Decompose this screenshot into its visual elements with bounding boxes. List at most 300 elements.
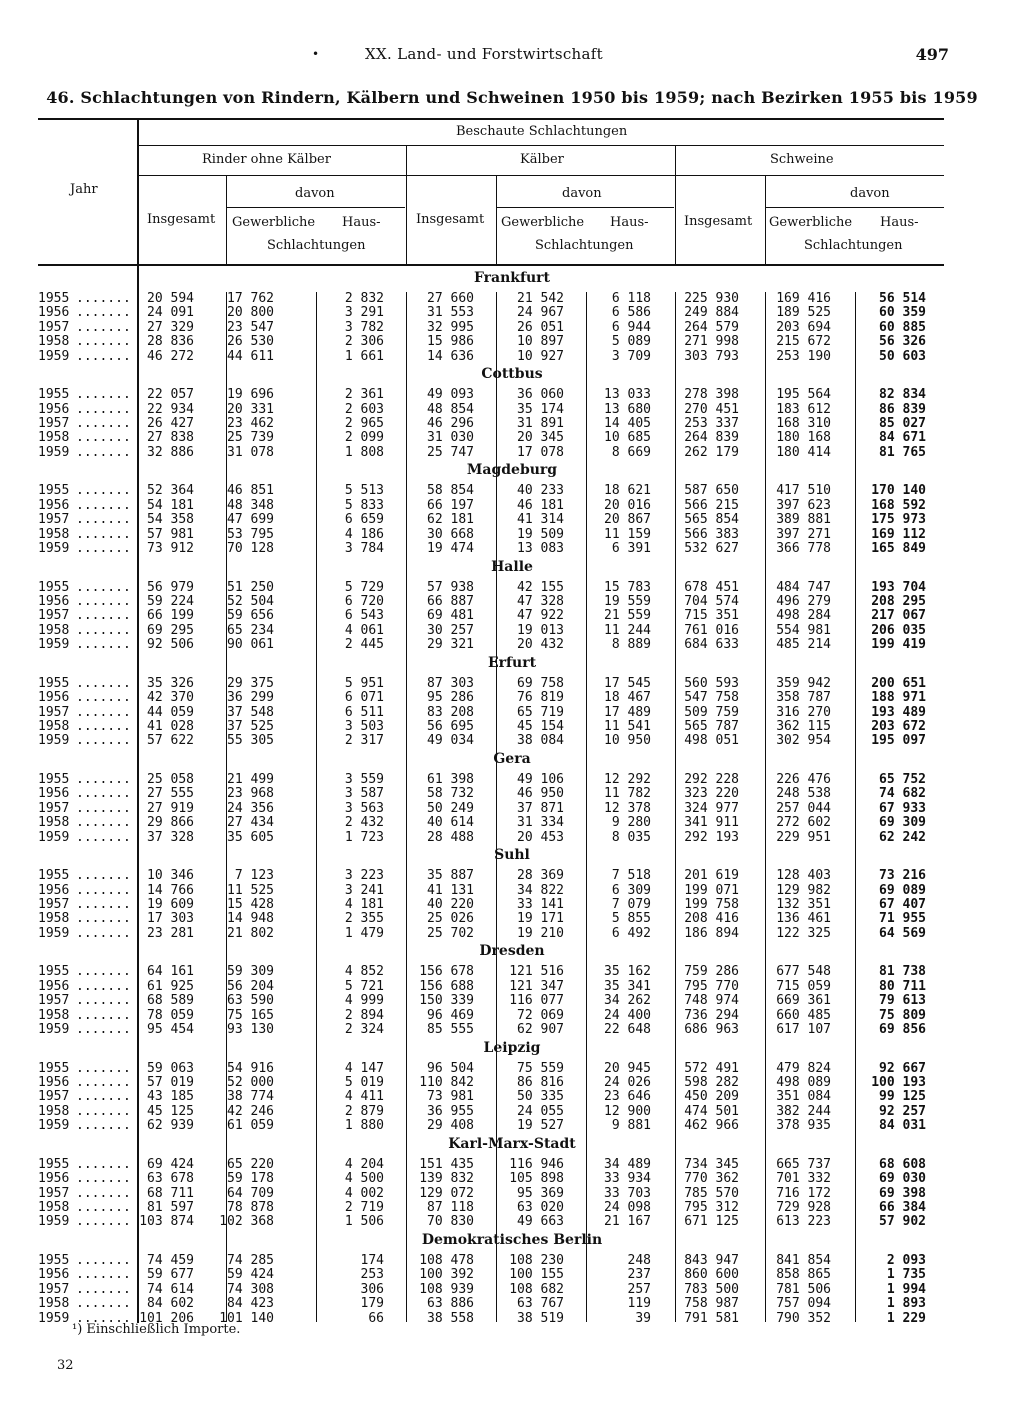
- value-cell: 85 555: [427, 1021, 474, 1037]
- value-cell: 63 767: [517, 1296, 564, 1312]
- value-cell: 103 874: [139, 1214, 194, 1230]
- value-cell: 69 481: [427, 608, 474, 624]
- table-row: [0, 1118, 1024, 1134]
- value-cell: 18 467: [604, 690, 651, 706]
- value-cell: 2 603: [344, 401, 384, 417]
- value-cell: 108 939: [419, 1281, 474, 1297]
- value-cell: 554 981: [776, 622, 831, 638]
- value-cell: 57 938: [427, 579, 474, 595]
- value-cell: 715 059: [776, 978, 831, 994]
- value-cell: 34 822: [517, 882, 564, 898]
- value-cell: 44 059: [147, 704, 194, 720]
- value-cell: 74 285: [227, 1253, 274, 1268]
- value-cell: 81 597: [147, 1199, 194, 1215]
- value-cell: 704 574: [684, 593, 739, 609]
- value-cell: 69 758: [517, 675, 564, 691]
- value-cell: 2 832: [344, 291, 384, 306]
- value-cell: 84 602: [147, 1296, 194, 1312]
- leader-dots: .......: [76, 483, 131, 499]
- value-cell: 18 621: [604, 483, 651, 499]
- value-cell: 27 838: [147, 430, 194, 446]
- value-cell: 85 027: [879, 415, 926, 431]
- value-cell: 21 802: [227, 925, 274, 941]
- year-cell: 1959: [38, 925, 70, 941]
- value-cell: 841 854: [776, 1253, 831, 1268]
- table-row: [0, 445, 1024, 461]
- value-cell: 13 083: [517, 540, 564, 556]
- value-cell: 6 543: [344, 608, 384, 624]
- year-cell: 1956: [38, 786, 70, 802]
- rule-davon-3: [766, 207, 944, 208]
- value-cell: 264 579: [684, 319, 739, 335]
- value-cell: 1 229: [886, 1310, 926, 1326]
- value-cell: 498 051: [684, 733, 739, 749]
- value-cell: 189 525: [776, 305, 831, 321]
- year-cell: 1958: [38, 430, 70, 446]
- value-cell: 378 935: [776, 1118, 831, 1134]
- value-cell: 31 078: [227, 444, 274, 460]
- district-name: Cottbus: [481, 366, 543, 383]
- leader-dots: .......: [76, 1118, 131, 1134]
- value-cell: 6 659: [344, 512, 384, 528]
- value-cell: 62 939: [147, 1118, 194, 1134]
- table-row: [0, 349, 1024, 365]
- value-cell: 7 518: [611, 868, 651, 884]
- value-cell: 237: [627, 1267, 651, 1283]
- value-cell: 790 352: [776, 1310, 831, 1326]
- value-cell: 2 445: [344, 637, 384, 653]
- year-cell: 1959: [38, 637, 70, 653]
- value-cell: 1 880: [344, 1118, 384, 1134]
- header-davon-2: davon: [562, 186, 602, 201]
- value-cell: 6 071: [344, 690, 384, 706]
- value-cell: 67 933: [879, 800, 926, 816]
- value-cell: 417 510: [776, 483, 831, 499]
- year-cell: 1959: [38, 1021, 70, 1037]
- value-cell: 28 488: [427, 829, 474, 845]
- value-cell: 36 299: [227, 690, 274, 706]
- value-cell: 20 432: [517, 637, 564, 653]
- leader-dots: .......: [76, 925, 131, 941]
- value-cell: 6 492: [611, 925, 651, 941]
- value-cell: 5 089: [611, 334, 651, 350]
- value-cell: 8 035: [611, 829, 651, 845]
- value-cell: 3 241: [344, 882, 384, 898]
- value-cell: 12 378: [604, 800, 651, 816]
- value-cell: 100 392: [419, 1267, 474, 1283]
- value-cell: 48 854: [427, 401, 474, 417]
- value-cell: 389 881: [776, 512, 831, 528]
- value-cell: 46 181: [517, 497, 564, 513]
- year-cell: 1955: [38, 964, 70, 980]
- value-cell: 781 506: [776, 1281, 831, 1297]
- value-cell: 17 303: [147, 911, 194, 927]
- year-cell: 1955: [38, 868, 70, 884]
- value-cell: 24 400: [604, 1007, 651, 1023]
- leader-dots: .......: [76, 291, 131, 306]
- value-cell: 42 246: [227, 1103, 274, 1119]
- header-group-rinder: Rinder ohne Kälber: [202, 152, 331, 167]
- leader-dots: .......: [76, 993, 131, 1009]
- value-cell: 51 250: [227, 579, 274, 595]
- value-cell: 175 973: [871, 512, 926, 528]
- value-cell: 50 335: [517, 1089, 564, 1105]
- leader-dots: .......: [76, 593, 131, 609]
- value-cell: 136 461: [776, 911, 831, 927]
- value-cell: 151 435: [419, 1156, 474, 1172]
- value-cell: 31 334: [517, 815, 564, 831]
- value-cell: 671 125: [684, 1214, 739, 1230]
- value-cell: 41 131: [427, 882, 474, 898]
- value-cell: 27 919: [147, 800, 194, 816]
- value-cell: 71 955: [879, 911, 926, 927]
- value-cell: 9 280: [611, 815, 651, 831]
- value-cell: 34 489: [604, 1156, 651, 1172]
- value-cell: 102 368: [219, 1214, 274, 1230]
- value-cell: 33 141: [517, 896, 564, 912]
- leader-dots: .......: [76, 690, 131, 706]
- value-cell: 24 098: [604, 1199, 651, 1215]
- value-cell: 19 559: [604, 593, 651, 609]
- value-cell: 57 622: [147, 733, 194, 749]
- value-cell: 65 719: [517, 704, 564, 720]
- value-cell: 13 033: [604, 387, 651, 403]
- leader-dots: .......: [76, 1214, 131, 1230]
- header-gewerbliche-3: Gewerbliche: [769, 215, 853, 230]
- value-cell: 31 030: [427, 430, 474, 446]
- header-group-schweine: Schweine: [770, 152, 834, 167]
- value-cell: 47 922: [517, 608, 564, 624]
- value-cell: 485 214: [776, 637, 831, 653]
- value-cell: 43 185: [147, 1089, 194, 1105]
- value-cell: 201 619: [684, 868, 739, 884]
- value-cell: 61 925: [147, 978, 194, 994]
- value-cell: 33 934: [604, 1171, 651, 1187]
- value-cell: 5 833: [344, 497, 384, 513]
- value-cell: 39: [635, 1310, 651, 1326]
- value-cell: 73 912: [147, 540, 194, 556]
- leader-dots: .......: [76, 772, 131, 787]
- leader-dots: .......: [76, 868, 131, 884]
- running-header: [0, 45, 1024, 65]
- value-cell: 4 181: [344, 896, 384, 912]
- value-cell: 72 069: [517, 1007, 564, 1023]
- value-cell: 858 865: [776, 1267, 831, 1283]
- value-cell: 734 345: [684, 1156, 739, 1172]
- year-cell: 1956: [38, 305, 70, 321]
- value-cell: 729 928: [776, 1199, 831, 1215]
- value-cell: 92 667: [879, 1060, 926, 1076]
- value-cell: 122 325: [776, 925, 831, 941]
- header-haus-3: Haus-: [880, 215, 919, 230]
- value-cell: 101 206: [139, 1310, 194, 1326]
- year-cell: 1956: [38, 1074, 70, 1090]
- value-cell: 54 358: [147, 512, 194, 528]
- value-cell: 74 682: [879, 786, 926, 802]
- district-name: Dresden: [479, 943, 545, 960]
- value-cell: 66 197: [427, 497, 474, 513]
- value-cell: 168 592: [871, 497, 926, 513]
- value-cell: 13 680: [604, 401, 651, 417]
- header-gewerbliche-2: Gewerbliche: [501, 215, 585, 230]
- value-cell: 450 209: [684, 1089, 739, 1105]
- value-cell: 1 506: [344, 1214, 384, 1230]
- value-cell: 100 155: [509, 1267, 564, 1283]
- value-cell: 56 979: [147, 579, 194, 595]
- value-cell: 8 889: [611, 637, 651, 653]
- value-cell: 4 186: [344, 526, 384, 542]
- value-cell: 75 809: [879, 1007, 926, 1023]
- page-number: 497: [915, 45, 949, 64]
- value-cell: 68 608: [879, 1156, 926, 1172]
- value-cell: 150 339: [419, 993, 474, 1009]
- value-cell: 4 411: [344, 1089, 384, 1105]
- sub-divider-3: [765, 176, 766, 264]
- value-cell: 9 881: [611, 1118, 651, 1134]
- value-cell: 58 854: [427, 483, 474, 499]
- value-cell: 496 279: [776, 593, 831, 609]
- value-cell: 10 685: [604, 430, 651, 446]
- value-cell: 168 310: [776, 415, 831, 431]
- value-cell: 56 326: [879, 334, 926, 350]
- year-cell: 1957: [38, 1281, 70, 1297]
- leader-dots: .......: [76, 704, 131, 720]
- value-cell: 795 312: [684, 1199, 739, 1215]
- value-cell: 3 587: [344, 786, 384, 802]
- value-cell: 17 762: [227, 291, 274, 306]
- value-cell: 1 735: [886, 1267, 926, 1283]
- value-cell: 169 112: [871, 526, 926, 542]
- leader-dots: .......: [76, 718, 131, 734]
- header-bottom-rule: [38, 264, 944, 266]
- rule-davon-1: [227, 207, 405, 208]
- leader-dots: .......: [76, 415, 131, 431]
- value-cell: 21 167: [604, 1214, 651, 1230]
- value-cell: 47 699: [227, 512, 274, 528]
- value-cell: 52 364: [147, 483, 194, 499]
- value-cell: 45 125: [147, 1103, 194, 1119]
- year-cell: 1958: [38, 1296, 70, 1312]
- value-cell: 165 849: [871, 540, 926, 556]
- district-name: Frankfurt: [473, 270, 551, 286]
- value-cell: 132 351: [776, 896, 831, 912]
- value-cell: 62 242: [879, 829, 926, 845]
- value-cell: 61 398: [427, 772, 474, 787]
- value-cell: 48 348: [227, 497, 274, 513]
- value-cell: 613 223: [776, 1214, 831, 1230]
- value-cell: 29 408: [427, 1118, 474, 1134]
- value-cell: 17 545: [604, 675, 651, 691]
- leader-dots: .......: [76, 675, 131, 691]
- value-cell: 2 965: [344, 415, 384, 431]
- value-cell: 156 688: [419, 978, 474, 994]
- value-cell: 397 623: [776, 497, 831, 513]
- value-cell: 87 303: [427, 675, 474, 691]
- leader-dots: .......: [76, 1310, 131, 1326]
- value-cell: 20 867: [604, 512, 651, 528]
- value-cell: 81 765: [879, 444, 926, 460]
- value-cell: 25 058: [147, 772, 194, 787]
- value-cell: 678 451: [684, 579, 739, 595]
- year-cell: 1955: [38, 1253, 70, 1268]
- value-cell: 20 594: [147, 291, 194, 306]
- value-cell: 306: [360, 1281, 384, 1297]
- value-cell: 29 375: [227, 675, 274, 691]
- leader-dots: .......: [76, 497, 131, 513]
- value-cell: 10 897: [517, 334, 564, 350]
- leader-dots: .......: [76, 1060, 131, 1076]
- value-cell: 253 337: [684, 415, 739, 431]
- district-name: Karl-Marx-Stadt: [448, 1135, 576, 1152]
- value-cell: 66 199: [147, 608, 194, 624]
- value-cell: 81 738: [879, 964, 926, 980]
- year-cell: 1956: [38, 1267, 70, 1283]
- value-cell: 83 208: [427, 704, 474, 720]
- value-cell: 2 306: [344, 334, 384, 350]
- value-cell: 5 721: [344, 978, 384, 994]
- footnote: ¹) Einschließlich Importe.: [72, 1322, 241, 1337]
- value-cell: 76 819: [517, 690, 564, 706]
- value-cell: 86 839: [879, 401, 926, 417]
- leader-dots: .......: [76, 579, 131, 595]
- value-cell: 7 079: [611, 896, 651, 912]
- leader-dots: .......: [76, 637, 131, 653]
- leader-dots: .......: [76, 622, 131, 638]
- value-cell: 783 500: [684, 1281, 739, 1297]
- value-cell: 59 656: [227, 608, 274, 624]
- value-cell: 23 281: [147, 925, 194, 941]
- value-cell: 2 719: [344, 1199, 384, 1215]
- value-cell: 324 977: [684, 800, 739, 816]
- year-cell: 1958: [38, 718, 70, 734]
- leader-dots: .......: [76, 608, 131, 624]
- value-cell: 56 204: [227, 978, 274, 994]
- value-cell: 5 951: [344, 675, 384, 691]
- value-cell: 14 636: [427, 348, 474, 364]
- value-cell: 565 854: [684, 512, 739, 528]
- value-cell: 757 094: [776, 1296, 831, 1312]
- value-cell: 69 398: [879, 1185, 926, 1201]
- year-cell: 1955: [38, 579, 70, 595]
- header-schlachtungen-2: Schlachtungen: [535, 238, 634, 253]
- value-cell: 474 501: [684, 1103, 739, 1119]
- value-cell: 46 851: [227, 483, 274, 499]
- value-cell: 226 476: [776, 772, 831, 787]
- value-cell: 37 525: [227, 718, 274, 734]
- value-cell: 660 485: [776, 1007, 831, 1023]
- value-cell: 770 362: [684, 1171, 739, 1187]
- value-cell: 65 234: [227, 622, 274, 638]
- value-cell: 366 778: [776, 540, 831, 556]
- value-cell: 14 766: [147, 882, 194, 898]
- value-cell: 90 061: [227, 637, 274, 653]
- value-cell: 40 220: [427, 896, 474, 912]
- year-cell: 1959: [38, 829, 70, 845]
- value-cell: 69 295: [147, 622, 194, 638]
- stray-mark: •: [312, 47, 320, 61]
- value-cell: 44 611: [227, 348, 274, 364]
- rule-under-groups: [138, 175, 944, 176]
- value-cell: 382 244: [776, 1103, 831, 1119]
- leader-dots: .......: [76, 1281, 131, 1297]
- value-cell: 79 613: [879, 993, 926, 1009]
- leader-dots: .......: [76, 1103, 131, 1119]
- value-cell: 11 782: [604, 786, 651, 802]
- value-cell: 11 541: [604, 718, 651, 734]
- value-cell: 4 061: [344, 622, 384, 638]
- value-cell: 27 434: [227, 815, 274, 831]
- value-cell: 4 147: [344, 1060, 384, 1076]
- value-cell: 58 732: [427, 786, 474, 802]
- value-cell: 61 059: [227, 1118, 274, 1134]
- value-cell: 193 489: [871, 704, 926, 720]
- value-cell: 6 511: [344, 704, 384, 720]
- year-cell: 1958: [38, 622, 70, 638]
- value-cell: 860 600: [684, 1267, 739, 1283]
- value-cell: 96 469: [427, 1007, 474, 1023]
- value-cell: 758 987: [684, 1296, 739, 1312]
- value-cell: 64 161: [147, 964, 194, 980]
- year-cell: 1956: [38, 1171, 70, 1187]
- value-cell: 169 416: [776, 291, 831, 306]
- leader-dots: .......: [76, 1253, 131, 1268]
- value-cell: 73 981: [427, 1089, 474, 1105]
- value-cell: 60 885: [879, 319, 926, 335]
- value-cell: 67 407: [879, 896, 926, 912]
- leader-dots: .......: [76, 334, 131, 350]
- year-cell: 1957: [38, 608, 70, 624]
- value-cell: 129 982: [776, 882, 831, 898]
- value-cell: 53 795: [227, 526, 274, 542]
- year-cell: 1957: [38, 1089, 70, 1105]
- value-cell: 34 262: [604, 993, 651, 1009]
- value-cell: 23 646: [604, 1089, 651, 1105]
- year-cell: 1955: [38, 387, 70, 403]
- year-cell: 1955: [38, 1156, 70, 1172]
- value-cell: 15 783: [604, 579, 651, 595]
- value-cell: 199 419: [871, 637, 926, 653]
- value-cell: 23 462: [227, 415, 274, 431]
- value-cell: 100 193: [871, 1074, 926, 1090]
- value-cell: 303 793: [684, 348, 739, 364]
- year-cell: 1959: [38, 733, 70, 749]
- value-cell: 64 569: [879, 925, 926, 941]
- value-cell: 292 193: [684, 829, 739, 845]
- value-cell: 59 224: [147, 593, 194, 609]
- value-cell: 736 294: [684, 1007, 739, 1023]
- value-cell: 66 384: [879, 1199, 926, 1215]
- value-cell: 38 519: [517, 1310, 564, 1326]
- value-cell: 32 995: [427, 319, 474, 335]
- value-cell: 19 171: [517, 911, 564, 927]
- value-cell: 208 416: [684, 911, 739, 927]
- leader-dots: .......: [76, 444, 131, 460]
- value-cell: 203 672: [871, 718, 926, 734]
- value-cell: 41 314: [517, 512, 564, 528]
- year-cell: 1958: [38, 1103, 70, 1119]
- value-cell: 66 887: [427, 593, 474, 609]
- district-name: Erfurt: [487, 654, 537, 671]
- leader-dots: .......: [76, 815, 131, 831]
- value-cell: 105 898: [509, 1171, 564, 1187]
- value-cell: 25 739: [227, 430, 274, 446]
- value-cell: 10 950: [604, 733, 651, 749]
- value-cell: 6 944: [611, 319, 651, 335]
- value-cell: 229 951: [776, 829, 831, 845]
- value-cell: 180 168: [776, 430, 831, 446]
- value-cell: 5 855: [611, 911, 651, 927]
- value-cell: 46 272: [147, 348, 194, 364]
